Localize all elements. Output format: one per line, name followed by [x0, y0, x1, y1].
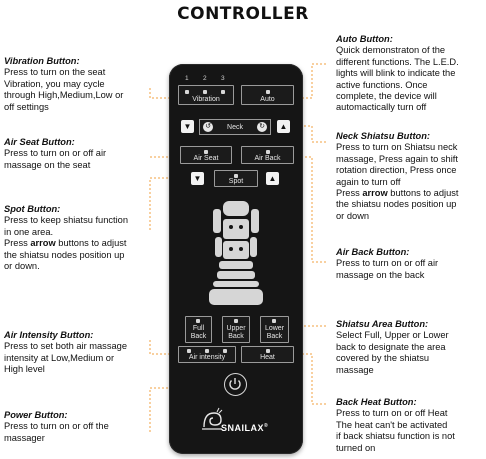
led-indicator [266, 90, 270, 94]
annotation-vibration: Vibration Button: Press to turn on the seat Vibration, you may cycle through High,Medium,Low or off settings [4, 56, 124, 112]
full-back-button[interactable]: Full Back [185, 316, 212, 343]
snail-logo-icon [201, 407, 223, 431]
annotation-power: Power Button: Press to turn on or off the massager [4, 410, 109, 443]
led-indicator [221, 90, 225, 94]
annotation-shiatsu-area: Shiatsu Area Button: Select Full, Upper or Lower back to designate the area covered by the shiatsu massage [336, 319, 449, 375]
lower-back-button[interactable]: Lower Back [260, 316, 289, 343]
vibration-button[interactable]: Vibration [178, 85, 234, 105]
chevron-down-icon: ▼ [183, 122, 192, 131]
power-button[interactable] [224, 373, 247, 396]
led-indicator [203, 90, 207, 94]
spot-up-arrow-button[interactable] [266, 172, 279, 185]
led-indicator [234, 319, 238, 323]
chevron-down-icon: ▼ [193, 174, 202, 183]
led-indicator [266, 349, 270, 353]
led-indicator [205, 349, 209, 353]
neck-button[interactable]: ↺ Neck ↻ [199, 119, 271, 135]
upper-back-button[interactable]: Upper Back [222, 316, 250, 343]
led-indicator [204, 150, 208, 154]
annotation-air-seat: Air Seat Button: Press to turn on or off air massage on the seat [4, 137, 107, 170]
neck-up-arrow-button[interactable] [277, 120, 290, 133]
led-number-2: 2 [203, 75, 207, 82]
auto-button[interactable]: Auto [241, 85, 294, 105]
annotation-back-heat: Back Heat Button: Press to turn on or off Heat The heat can't be activated if back shiatsu function is not turned on [336, 397, 455, 453]
led-indicator [223, 349, 227, 353]
heat-button[interactable]: Heat [241, 346, 294, 363]
annotation-neck-shiatsu: Neck Shiatsu Button: Press to turn on Shiatsu neck massage, Press again to shift rotation direction, Press once again to turn off Press arrow buttons to adjust the shiatsu nodes position up or down [336, 131, 459, 221]
spot-down-arrow-button[interactable] [191, 172, 204, 185]
annotation-air-back: Air Back Button: Press to turn on or off air massage on the back [336, 247, 439, 280]
remote-controller [169, 64, 303, 454]
massage-seat-icon [203, 197, 271, 310]
led-indicator [196, 319, 200, 323]
brand-logo: SNAILAX® [221, 423, 269, 433]
air-seat-button[interactable]: Air Seat [180, 146, 232, 164]
rotate-left-icon: ↺ [203, 122, 213, 132]
led-indicator [185, 90, 189, 94]
power-icon [225, 374, 245, 394]
led-indicator [266, 150, 270, 154]
led-indicator [187, 349, 191, 353]
neck-down-arrow-button[interactable] [181, 120, 194, 133]
chevron-up-icon: ▲ [268, 174, 277, 183]
led-indicator [272, 319, 276, 323]
chevron-up-icon: ▲ [279, 122, 288, 131]
annotation-air-intensity: Air Intensity Button: Press to set both air massage intensity at Low,Medium or High level [4, 330, 127, 375]
page-title: CONTROLLER [177, 4, 309, 24]
led-number-1: 1 [185, 75, 189, 82]
annotation-auto: Auto Button: Quick demonstraton of the different functions. The L.E.D. lights will blink to indicate the active functions. Once complete, the device will automactically turn off [336, 34, 459, 113]
rotate-right-icon: ↻ [257, 122, 267, 132]
spot-button[interactable]: Spot [214, 170, 258, 187]
air-intensity-button[interactable]: Air intensity [178, 346, 236, 363]
air-back-button[interactable]: Air Back [241, 146, 294, 164]
annotation-spot: Spot Button: Press to keep shiatsu function in one area. Press arrow buttons to adjust the shiatsu nodes position up or down. [4, 204, 129, 272]
led-number-3: 3 [221, 75, 225, 82]
